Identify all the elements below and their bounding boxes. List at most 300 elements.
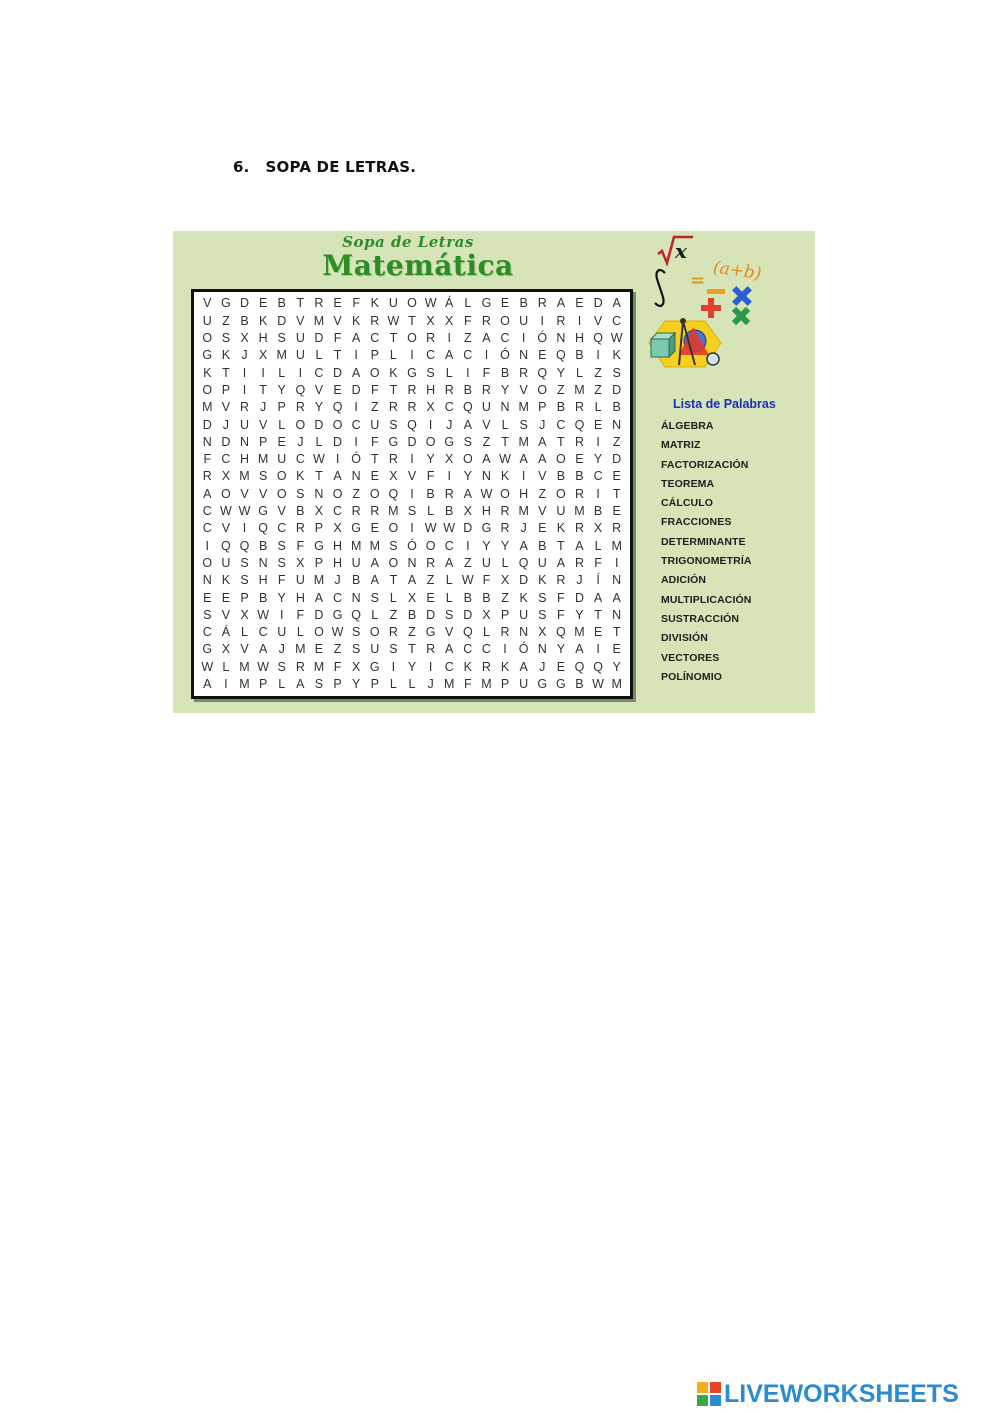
grid-letter[interactable]: Z <box>538 486 547 501</box>
grid-letter[interactable]: V <box>482 417 491 432</box>
grid-letter[interactable]: K <box>370 296 379 311</box>
grid-letter[interactable]: Q <box>258 521 268 536</box>
grid-letter[interactable]: A <box>538 452 547 467</box>
grid-letter[interactable]: I <box>503 642 507 657</box>
grid-letter[interactable]: T <box>612 625 621 640</box>
grid-letter[interactable]: I <box>354 434 358 449</box>
grid-letter[interactable]: Y <box>277 590 286 605</box>
grid-letter[interactable]: U <box>295 348 305 363</box>
grid-letter[interactable]: G <box>444 434 455 449</box>
grid-letter[interactable]: E <box>556 659 566 674</box>
grid-letter[interactable]: W <box>592 677 604 692</box>
grid-letter[interactable]: R <box>426 642 436 657</box>
grid-letter[interactable]: U <box>370 417 380 432</box>
grid-letter[interactable]: S <box>277 659 286 674</box>
grid-letter[interactable]: Y <box>351 677 361 692</box>
grid-letter[interactable]: L <box>278 365 286 380</box>
grid-letter[interactable]: L <box>241 625 248 640</box>
grid-letter[interactable]: X <box>426 313 435 328</box>
grid-letter[interactable]: N <box>481 469 491 484</box>
grid-letter[interactable]: Q <box>351 607 362 622</box>
grid-letter[interactable]: Z <box>482 434 491 449</box>
grid-letter[interactable]: R <box>574 434 584 449</box>
grid-letter[interactable]: B <box>612 400 621 415</box>
grid-letter[interactable]: L <box>296 625 304 640</box>
grid-letter[interactable]: U <box>519 607 529 622</box>
grid-letter[interactable]: L <box>427 504 435 519</box>
grid-letter[interactable]: R <box>239 400 250 415</box>
grid-letter[interactable]: S <box>258 469 268 484</box>
grid-letter[interactable]: Q <box>574 417 585 432</box>
grid-letter[interactable]: S <box>463 434 472 449</box>
grid-letter[interactable]: W <box>443 521 456 536</box>
grid-letter[interactable]: T <box>370 452 379 467</box>
grid-letter[interactable]: B <box>258 538 268 553</box>
grid-letter[interactable]: X <box>445 313 454 328</box>
grid-letter[interactable]: M <box>202 400 213 415</box>
grid-letter[interactable]: B <box>426 486 435 501</box>
grid-letter[interactable]: M <box>611 677 622 692</box>
grid-letter[interactable]: Z <box>389 607 398 622</box>
grid-letter[interactable]: Y <box>482 538 491 553</box>
grid-letter[interactable]: X <box>463 504 472 519</box>
grid-letter[interactable]: F <box>277 573 286 588</box>
grid-letter[interactable]: I <box>484 348 489 363</box>
grid-letter[interactable]: T <box>389 382 398 397</box>
grid-letter[interactable]: Q <box>407 417 417 432</box>
grid-letter[interactable]: U <box>519 677 529 692</box>
grid-letter[interactable]: Z <box>464 331 472 345</box>
grid-letter[interactable]: H <box>333 538 343 553</box>
grid-letter[interactable]: W <box>480 486 493 501</box>
grid-letter[interactable]: F <box>296 607 305 622</box>
grid-letter[interactable]: L <box>445 365 453 380</box>
grid-letter[interactable]: I <box>205 538 210 553</box>
grid-letter[interactable]: A <box>519 659 528 674</box>
grid-letter[interactable]: I <box>428 659 433 674</box>
grid-letter[interactable]: I <box>354 348 358 363</box>
grid-letter[interactable]: I <box>242 365 247 380</box>
grid-letter[interactable]: Ó <box>500 348 510 363</box>
grid-letter[interactable]: B <box>240 313 249 328</box>
grid-letter[interactable]: R <box>556 313 566 328</box>
grid-letter[interactable]: J <box>259 400 267 415</box>
grid-letter[interactable]: S <box>351 642 361 657</box>
grid-letter[interactable]: C <box>221 452 231 467</box>
grid-letter[interactable]: C <box>333 504 343 519</box>
grid-letter[interactable]: A <box>519 452 528 467</box>
grid-letter[interactable]: D <box>463 521 473 536</box>
grid-letter[interactable]: C <box>277 521 287 536</box>
grid-letter[interactable]: R <box>295 400 305 415</box>
grid-letter[interactable]: R <box>500 504 510 519</box>
grid-letter[interactable]: K <box>538 573 547 588</box>
grid-letter[interactable]: P <box>538 400 547 415</box>
grid-letter[interactable]: B <box>296 504 305 519</box>
grid-letter[interactable]: E <box>612 642 621 657</box>
grid-letter[interactable]: T <box>557 538 565 553</box>
grid-letter[interactable]: F <box>296 538 305 553</box>
grid-letter[interactable]: L <box>445 590 453 605</box>
grid-letter[interactable]: L <box>445 573 453 588</box>
grid-letter[interactable]: S <box>538 590 547 605</box>
grid-letter[interactable]: J <box>278 642 285 657</box>
grid-letter[interactable]: O <box>388 521 399 536</box>
grid-letter[interactable]: B <box>556 400 566 415</box>
grid-letter[interactable]: C <box>444 400 454 415</box>
grid-letter[interactable]: L <box>222 659 230 674</box>
grid-letter[interactable]: I <box>521 331 526 345</box>
grid-letter[interactable]: I <box>242 521 247 536</box>
grid-letter[interactable]: A <box>463 486 472 501</box>
grid-letter[interactable]: R <box>537 296 547 311</box>
grid-letter[interactable]: Q <box>221 538 231 553</box>
grid-letter[interactable]: U <box>537 555 547 570</box>
grid-letter[interactable]: G <box>481 521 492 536</box>
grid-letter[interactable]: E <box>370 521 379 536</box>
grid-letter[interactable]: E <box>538 521 547 536</box>
grid-letter[interactable]: M <box>239 659 250 674</box>
grid-letter[interactable]: B <box>445 504 454 519</box>
grid-letter[interactable]: X <box>426 400 435 415</box>
grid-letter[interactable]: B <box>575 348 584 363</box>
grid-letter[interactable]: R <box>612 521 622 536</box>
grid-letter[interactable]: T <box>612 486 621 501</box>
grid-letter[interactable]: K <box>221 573 231 588</box>
grid-letter[interactable]: U <box>519 313 529 328</box>
grid-letter[interactable]: T <box>501 434 509 449</box>
grid-letter[interactable]: E <box>593 625 603 640</box>
grid-letter[interactable]: K <box>556 521 566 536</box>
grid-letter[interactable]: K <box>463 659 472 674</box>
grid-letter[interactable]: E <box>203 590 212 605</box>
grid-letter[interactable]: S <box>203 607 212 622</box>
grid-letter[interactable]: N <box>351 469 361 484</box>
grid-letter[interactable]: Z <box>426 573 435 588</box>
grid-letter[interactable]: E <box>500 296 510 311</box>
grid-letter[interactable]: W <box>387 313 400 328</box>
grid-letter[interactable]: K <box>519 590 528 605</box>
grid-letter[interactable]: M <box>313 659 325 674</box>
grid-letter[interactable]: G <box>202 642 213 657</box>
grid-letter[interactable]: P <box>258 434 268 449</box>
grid-letter[interactable]: Z <box>594 365 602 380</box>
grid-letter[interactable]: C <box>500 331 510 345</box>
grid-letter[interactable]: E <box>575 452 584 467</box>
grid-letter[interactable]: O <box>369 365 380 380</box>
grid-letter[interactable]: B <box>351 573 361 588</box>
grid-letter[interactable]: I <box>596 348 600 363</box>
grid-letter[interactable]: Í <box>596 573 600 588</box>
grid-letter[interactable]: S <box>370 590 379 605</box>
grid-letter[interactable]: I <box>577 313 582 328</box>
grid-letter[interactable]: O <box>500 486 510 501</box>
grid-letter[interactable]: W <box>201 659 214 674</box>
grid-letter[interactable]: A <box>482 452 491 467</box>
grid-letter[interactable]: O <box>556 486 566 501</box>
grid-letter[interactable]: Q <box>332 400 343 415</box>
grid-letter[interactable]: E <box>612 504 621 519</box>
grid-letter[interactable]: A <box>370 573 379 588</box>
grid-letter[interactable]: E <box>314 642 324 657</box>
grid-letter[interactable]: P <box>314 555 324 570</box>
grid-letter[interactable]: F <box>557 590 565 605</box>
grid-letter[interactable]: I <box>279 607 284 622</box>
grid-letter[interactable]: V <box>240 642 249 657</box>
grid-letter[interactable]: K <box>296 469 305 484</box>
grid-letter[interactable]: N <box>556 331 566 345</box>
grid-letter[interactable]: V <box>203 296 212 311</box>
grid-letter[interactable]: Y <box>556 365 566 380</box>
grid-letter[interactable]: Y <box>556 642 566 657</box>
grid-letter[interactable]: Ó <box>407 538 417 553</box>
grid-letter[interactable]: I <box>540 313 544 328</box>
grid-letter[interactable]: A <box>482 331 491 345</box>
grid-letter[interactable]: X <box>296 555 305 570</box>
grid-letter[interactable]: O <box>369 625 380 640</box>
grid-letter[interactable]: U <box>481 400 491 415</box>
grid-letter[interactable]: M <box>518 434 529 449</box>
grid-letter[interactable]: R <box>574 400 584 415</box>
grid-letter[interactable]: Q <box>537 365 548 380</box>
grid-letter[interactable]: J <box>241 348 248 363</box>
grid-letter[interactable]: A <box>575 538 584 553</box>
grid-letter[interactable]: S <box>277 538 286 553</box>
grid-letter[interactable]: D <box>463 607 473 622</box>
grid-letter[interactable]: J <box>297 434 304 449</box>
grid-letter[interactable]: S <box>221 331 231 345</box>
grid-letter[interactable]: V <box>221 607 231 622</box>
grid-letter[interactable]: G <box>556 677 566 692</box>
grid-letter[interactable]: Z <box>594 382 602 397</box>
grid-letter[interactable]: S <box>240 555 249 570</box>
grid-letter[interactable]: X <box>314 504 324 519</box>
grid-letter[interactable]: H <box>426 382 436 397</box>
grid-letter[interactable]: Y <box>593 452 603 467</box>
grid-letter[interactable]: E <box>370 469 379 484</box>
grid-letter[interactable]: M <box>518 400 529 415</box>
grid-letter[interactable]: O <box>332 417 343 432</box>
grid-letter[interactable]: L <box>278 417 286 432</box>
grid-letter[interactable]: C <box>444 538 454 553</box>
grid-letter[interactable]: O <box>500 313 510 328</box>
grid-letter[interactable]: L <box>501 417 509 432</box>
grid-letter[interactable]: F <box>482 573 491 588</box>
grid-letter[interactable]: R <box>444 382 454 397</box>
grid-letter[interactable]: W <box>424 521 437 536</box>
grid-letter[interactable]: L <box>594 400 602 415</box>
grid-letter[interactable]: H <box>295 590 305 605</box>
grid-letter[interactable]: A <box>351 365 361 380</box>
grid-letter[interactable]: K <box>258 313 268 328</box>
grid-letter[interactable]: F <box>464 677 472 692</box>
grid-letter[interactable]: S <box>296 486 305 501</box>
grid-letter[interactable]: V <box>221 400 231 415</box>
grid-letter[interactable]: A <box>612 296 621 311</box>
grid-letter[interactable]: B <box>538 538 547 553</box>
grid-letter[interactable]: R <box>519 365 529 380</box>
grid-letter[interactable]: B <box>463 590 472 605</box>
grid-letter[interactable]: U <box>388 296 398 311</box>
grid-letter[interactable]: F <box>557 607 565 622</box>
grid-letter[interactable]: O <box>556 452 566 467</box>
grid-letter[interactable]: V <box>277 504 286 519</box>
grid-letter[interactable]: A <box>258 642 268 657</box>
grid-letter[interactable]: Z <box>612 434 621 449</box>
grid-letter[interactable]: X <box>258 348 268 363</box>
grid-letter[interactable]: O <box>276 469 287 484</box>
grid-letter[interactable]: I <box>224 677 228 692</box>
grid-letter[interactable]: T <box>389 331 398 345</box>
grid-letter[interactable]: R <box>388 452 398 467</box>
grid-letter[interactable]: Y <box>500 382 510 397</box>
grid-letter[interactable]: G <box>481 296 492 311</box>
grid-letter[interactable]: V <box>407 469 417 484</box>
grid-letter[interactable]: N <box>500 400 510 415</box>
grid-letter[interactable]: N <box>612 573 622 588</box>
grid-letter[interactable]: L <box>501 555 509 570</box>
grid-letter[interactable]: V <box>258 486 268 501</box>
grid-letter[interactable]: E <box>258 296 268 311</box>
grid-letter[interactable]: R <box>314 296 324 311</box>
grid-letter[interactable]: O <box>276 486 287 501</box>
grid-letter[interactable]: Y <box>463 469 472 484</box>
grid-letter[interactable]: C <box>612 313 622 328</box>
grid-letter[interactable]: U <box>481 555 491 570</box>
grid-letter[interactable]: M <box>611 538 622 553</box>
grid-letter[interactable]: I <box>410 486 414 501</box>
grid-letter[interactable]: W <box>461 573 474 588</box>
grid-letter[interactable]: D <box>221 434 231 449</box>
grid-letter[interactable]: G <box>258 504 268 519</box>
grid-letter[interactable]: G <box>425 625 436 640</box>
grid-letter[interactable]: V <box>314 382 324 397</box>
grid-letter[interactable]: A <box>445 348 454 363</box>
grid-letter[interactable]: U <box>221 555 231 570</box>
grid-letter[interactable]: Á <box>445 296 454 311</box>
grid-letter[interactable]: L <box>594 538 602 553</box>
grid-letter[interactable]: X <box>351 659 361 674</box>
grid-letter[interactable]: R <box>388 625 398 640</box>
grid-letter[interactable]: O <box>202 555 213 570</box>
grid-letter[interactable]: E <box>277 434 286 449</box>
grid-letter[interactable]: Q <box>574 659 585 674</box>
grid-letter[interactable]: E <box>333 296 342 311</box>
grid-letter[interactable]: U <box>370 642 380 657</box>
grid-letter[interactable]: S <box>426 365 435 380</box>
grid-letter[interactable]: T <box>594 607 602 622</box>
grid-letter[interactable]: K <box>612 348 621 363</box>
grid-letter[interactable]: N <box>612 417 622 432</box>
grid-letter[interactable]: O <box>462 452 473 467</box>
grid-letter[interactable]: O <box>537 382 548 397</box>
grid-letter[interactable]: S <box>389 417 398 432</box>
grid-letter[interactable]: R <box>426 331 436 345</box>
grid-letter[interactable]: U <box>277 452 287 467</box>
grid-letter[interactable]: O <box>202 331 213 345</box>
grid-letter[interactable]: S <box>277 331 286 345</box>
grid-letter[interactable]: N <box>612 607 622 622</box>
grid-letter[interactable]: Z <box>557 382 565 397</box>
grid-letter[interactable]: A <box>203 486 212 501</box>
grid-letter[interactable]: Q <box>518 555 529 570</box>
grid-letter[interactable]: D <box>314 417 324 432</box>
grid-letter[interactable]: Y <box>426 452 435 467</box>
grid-letter[interactable]: D <box>333 365 343 380</box>
grid-letter[interactable]: D <box>593 296 603 311</box>
grid-letter[interactable]: P <box>370 348 379 363</box>
grid-letter[interactable]: M <box>574 382 585 397</box>
grid-letter[interactable]: Q <box>462 625 473 640</box>
grid-letter[interactable]: F <box>370 434 379 449</box>
grid-letter[interactable]: R <box>556 573 566 588</box>
grid-letter[interactable]: M <box>574 504 585 519</box>
grid-letter[interactable]: K <box>221 348 231 363</box>
grid-letter[interactable]: O <box>295 417 306 432</box>
grid-letter[interactable]: B <box>593 504 603 519</box>
grid-letter[interactable]: G <box>537 677 548 692</box>
grid-letter[interactable]: B <box>258 590 268 605</box>
grid-letter[interactable]: C <box>295 452 305 467</box>
grid-letter[interactable]: N <box>239 434 250 449</box>
grid-letter[interactable]: T <box>333 348 342 363</box>
grid-letter[interactable]: H <box>239 452 250 467</box>
grid-letter[interactable]: N <box>202 573 212 588</box>
grid-letter[interactable]: T <box>389 573 398 588</box>
grid-letter[interactable]: C <box>202 625 212 640</box>
grid-letter[interactable]: P <box>370 677 379 692</box>
grid-letter[interactable]: H <box>481 504 491 519</box>
grid-letter[interactable]: I <box>242 382 247 397</box>
grid-letter[interactable]: K <box>500 659 510 674</box>
grid-letter[interactable]: I <box>335 452 340 467</box>
grid-letter[interactable]: H <box>258 573 268 588</box>
grid-letter[interactable]: S <box>389 642 398 657</box>
grid-letter[interactable]: P <box>333 677 342 692</box>
grid-letter[interactable]: Z <box>333 642 342 657</box>
grid-letter[interactable]: O <box>314 625 324 640</box>
grid-letter[interactable]: F <box>370 382 379 397</box>
grid-letter[interactable]: H <box>519 486 529 501</box>
grid-letter[interactable]: F <box>203 452 212 467</box>
grid-letter[interactable]: H <box>574 331 584 345</box>
grid-letter[interactable]: R <box>407 400 417 415</box>
grid-letter[interactable]: F <box>352 296 360 311</box>
grid-letter[interactable]: X <box>445 452 454 467</box>
grid-letter[interactable]: Z <box>352 486 360 501</box>
grid-letter[interactable]: N <box>314 486 324 501</box>
grid-letter[interactable]: D <box>314 607 324 622</box>
grid-letter[interactable]: Q <box>388 486 399 501</box>
grid-letter[interactable]: S <box>314 677 324 692</box>
grid-letter[interactable]: K <box>500 469 510 484</box>
grid-letter[interactable]: E <box>575 296 584 311</box>
grid-letter[interactable]: A <box>575 642 584 657</box>
grid-letter[interactable]: C <box>444 659 454 674</box>
grid-letter[interactable]: T <box>408 313 416 328</box>
grid-letter[interactable]: I <box>596 642 600 657</box>
grid-letter[interactable]: P <box>240 590 249 605</box>
grid-letter[interactable]: I <box>391 659 396 674</box>
grid-letter[interactable]: S <box>351 625 361 640</box>
grid-letter[interactable]: B <box>500 365 510 380</box>
grid-letter[interactable]: X <box>538 625 547 640</box>
grid-letter[interactable]: E <box>538 348 547 363</box>
grid-letter[interactable]: Ó <box>537 331 548 345</box>
grid-letter[interactable]: K <box>203 365 212 380</box>
grid-letter[interactable]: F <box>426 469 435 484</box>
grid-letter[interactable]: P <box>500 607 510 622</box>
